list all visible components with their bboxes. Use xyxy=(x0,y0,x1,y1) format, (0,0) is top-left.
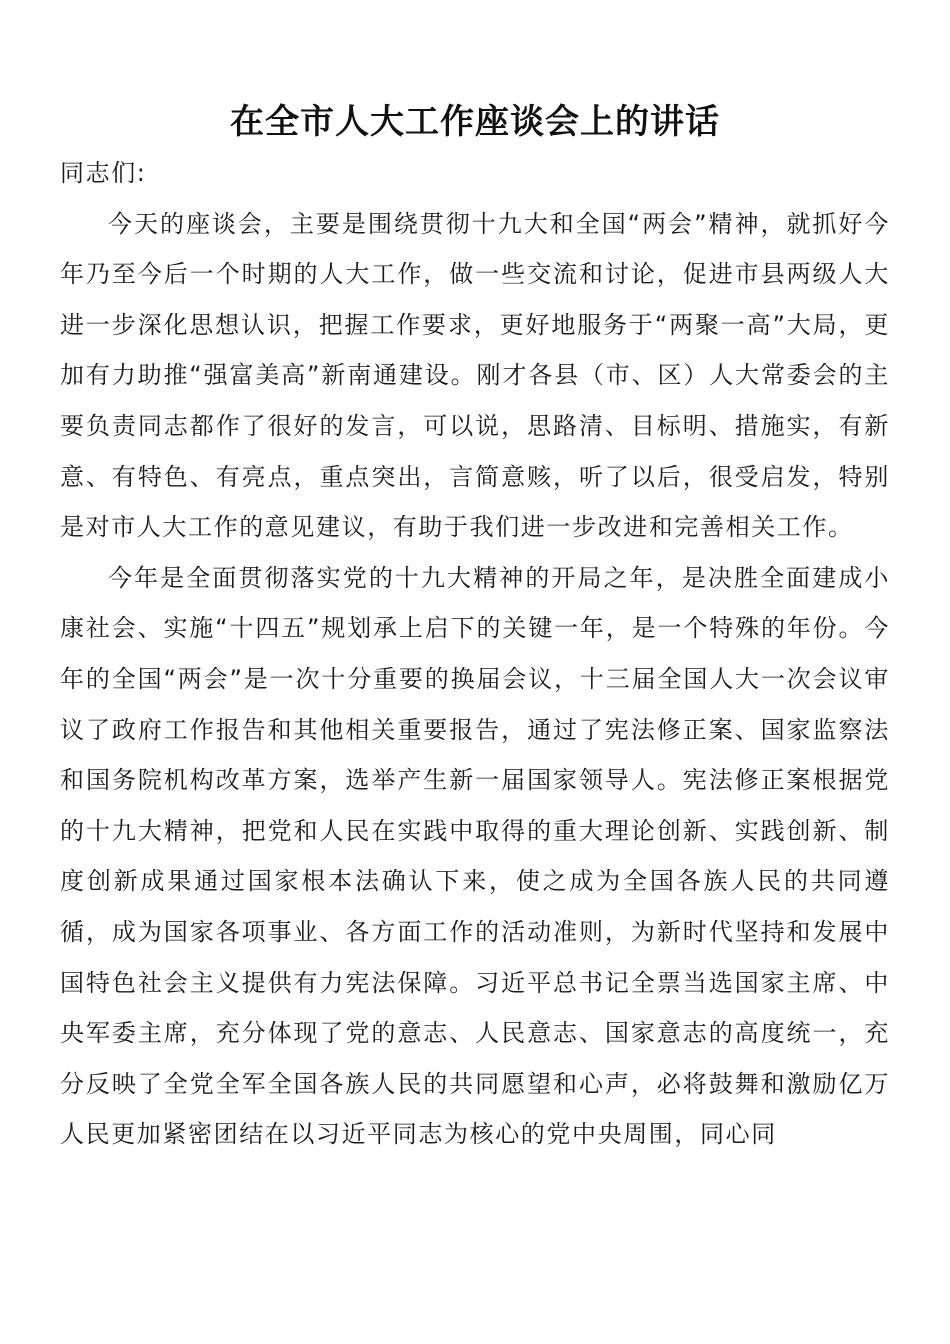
paragraph-2: 今年是全面贯彻落实党的十九大精神的开局之年，是决胜全面建成小康社会、实施“十四五”规划承上启下的关键一年，是一个特殊的年份。今年的全国“两会”是一次十分重要的换届会议，十三届全国人大一次会议审议了政府工作报告和其他相关重要报告，通过了宪法修正案、国家监察法和国务院机构改革方案，选举产生新一届国家领导人。宪法修正案根据党的十九大精神，把党和人民在实践中取得的重大理论创新、实践创新、制度创新成果通过国家根本法确认下来，使之成为全国各族人民的共同遵循，成为国家各项事业、各方面工作的活动准则，为新时代坚持和发展中国特色社会主义提供有力宪法保障。习近平总书记全票当选国家主席、中央军委主席，充分体现了党的意志、人民意志、国家意志的高度统一，充分反映了全党全军全国各族人民的共同愿望和心声，必将鼓舞和激励亿万人民更加紧密团结在以习近平同志为核心的党中央周围，同心同 xyxy=(60,563,890,1149)
salutation: 同志们: xyxy=(60,159,147,187)
document-body xyxy=(60,148,890,1160)
document-title: 在全市人大工作座谈会上的讲话 xyxy=(230,102,720,142)
paragraph-1: 今天的座谈会，主要是围绕贯彻十九大和全国“两会”精神，就抓好今年乃至今后一个时期的人大工作，做一些交流和讨论，促进市县两级人大进一步深化思想认识，把握工作要求，更好地服务于“两聚一高”大局，更加有力助推“强富美高”新南通建设。刚才各县（市、区）人大常委会的主要负责同志都作了很好的发言，可以说，思路清、目标明、措施实，有新意、有特色、有亮点，重点突出，言简意赅，听了以后，很受启发，特别是对市人大工作的意见建议，有助于我们进一步改进和完善相关工作。 xyxy=(60,209,890,542)
